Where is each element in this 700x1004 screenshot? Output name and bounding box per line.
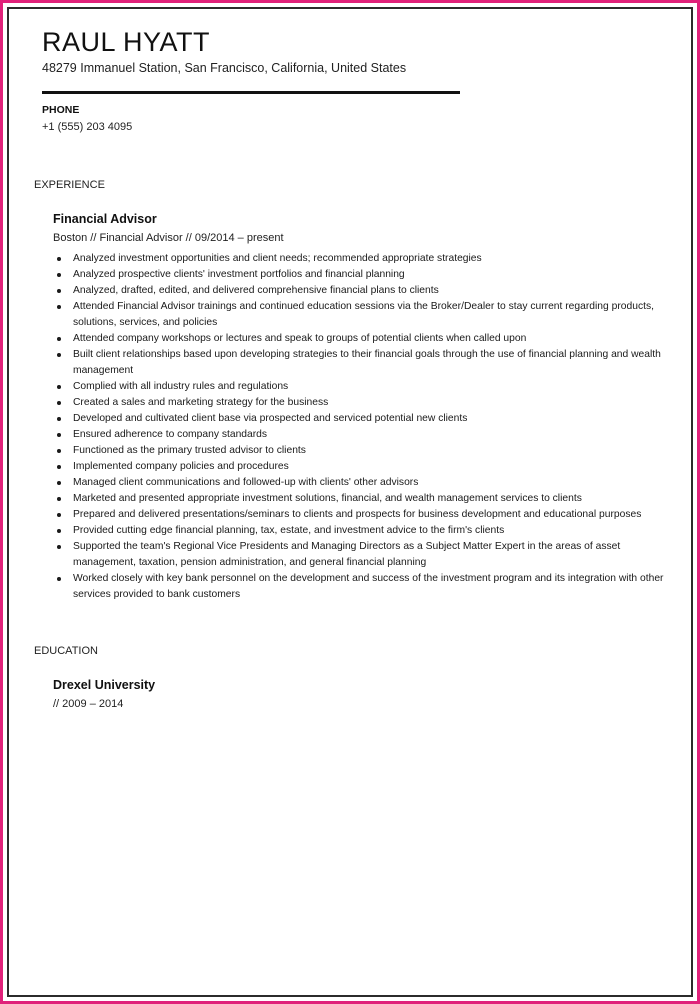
- experience-bullet: Worked closely with key bank personnel on the development and success of the investment program and its integration with other services provided to bank customers: [53, 571, 665, 603]
- experience-bullet-list: [53, 251, 665, 603]
- experience-bullet: Provided cutting edge financial planning, tax, estate, and investment advice to the firm's clients: [53, 523, 665, 539]
- experience-bullet: Created a sales and marketing strategy for the business: [53, 395, 665, 411]
- resume-page: [7, 7, 693, 997]
- experience-bullet: Supported the team's Regional Vice Presidents and Managing Directors as a Subject Matter Expert in the areas of asset management, taxation, pension administration, and general financial planning: [53, 539, 665, 571]
- experience-bullet: Analyzed prospective clients' investment portfolios and financial planning: [53, 267, 665, 283]
- job-details: Boston // Financial Advisor // 09/2014 – present: [53, 232, 284, 244]
- candidate-address: 48279 Immanuel Station, San Francisco, California, United States: [42, 61, 407, 75]
- experience-bullet: Developed and cultivated client base via prospected and serviced potential new clients: [53, 411, 665, 427]
- experience-bullet: Complied with all industry rules and regulations: [53, 379, 665, 395]
- education-heading: EDUCATION: [34, 645, 98, 657]
- experience-bullet: Attended Financial Advisor trainings and continued education sessions via the Broker/Dealer to stay current regarding products, solutions, services, and policies: [53, 299, 665, 331]
- experience-bullet: Managed client communications and followed-up with clients' other advisors: [53, 475, 665, 491]
- experience-heading: EXPERIENCE: [34, 179, 105, 191]
- experience-bullet: Attended company workshops or lectures and speak to groups of potential clients when called upon: [53, 331, 665, 347]
- experience-bullet: Ensured adherence to company standards: [53, 427, 665, 443]
- experience-bullet: Prepared and delivered presentations/seminars to clients and prospects for business development and educational purposes: [53, 507, 665, 523]
- header-divider: [42, 91, 460, 94]
- school-name: Drexel University: [53, 678, 156, 692]
- experience-bullet: Analyzed investment opportunities and client needs; recommended appropriate strategies: [53, 251, 665, 267]
- candidate-name: RAUL HYATT: [42, 27, 211, 57]
- experience-bullet: Functioned as the primary trusted advisor to clients: [53, 443, 665, 459]
- phone-label: PHONE: [42, 104, 80, 116]
- experience-bullet: Analyzed, drafted, edited, and delivered comprehensive financial plans to clients: [53, 283, 665, 299]
- experience-bullet: Built client relationships based upon developing strategies to their financial goals through the use of financial planning and wealth management: [53, 347, 665, 379]
- experience-bullet: Implemented company policies and procedures: [53, 459, 665, 475]
- experience-bullet: Marketed and presented appropriate investment solutions, financial, and wealth management services to clients: [53, 491, 665, 507]
- education-dates: // 2009 – 2014: [53, 698, 124, 710]
- job-title: Financial Advisor: [53, 212, 157, 226]
- phone-number: +1 (555) 203 4095: [42, 121, 133, 133]
